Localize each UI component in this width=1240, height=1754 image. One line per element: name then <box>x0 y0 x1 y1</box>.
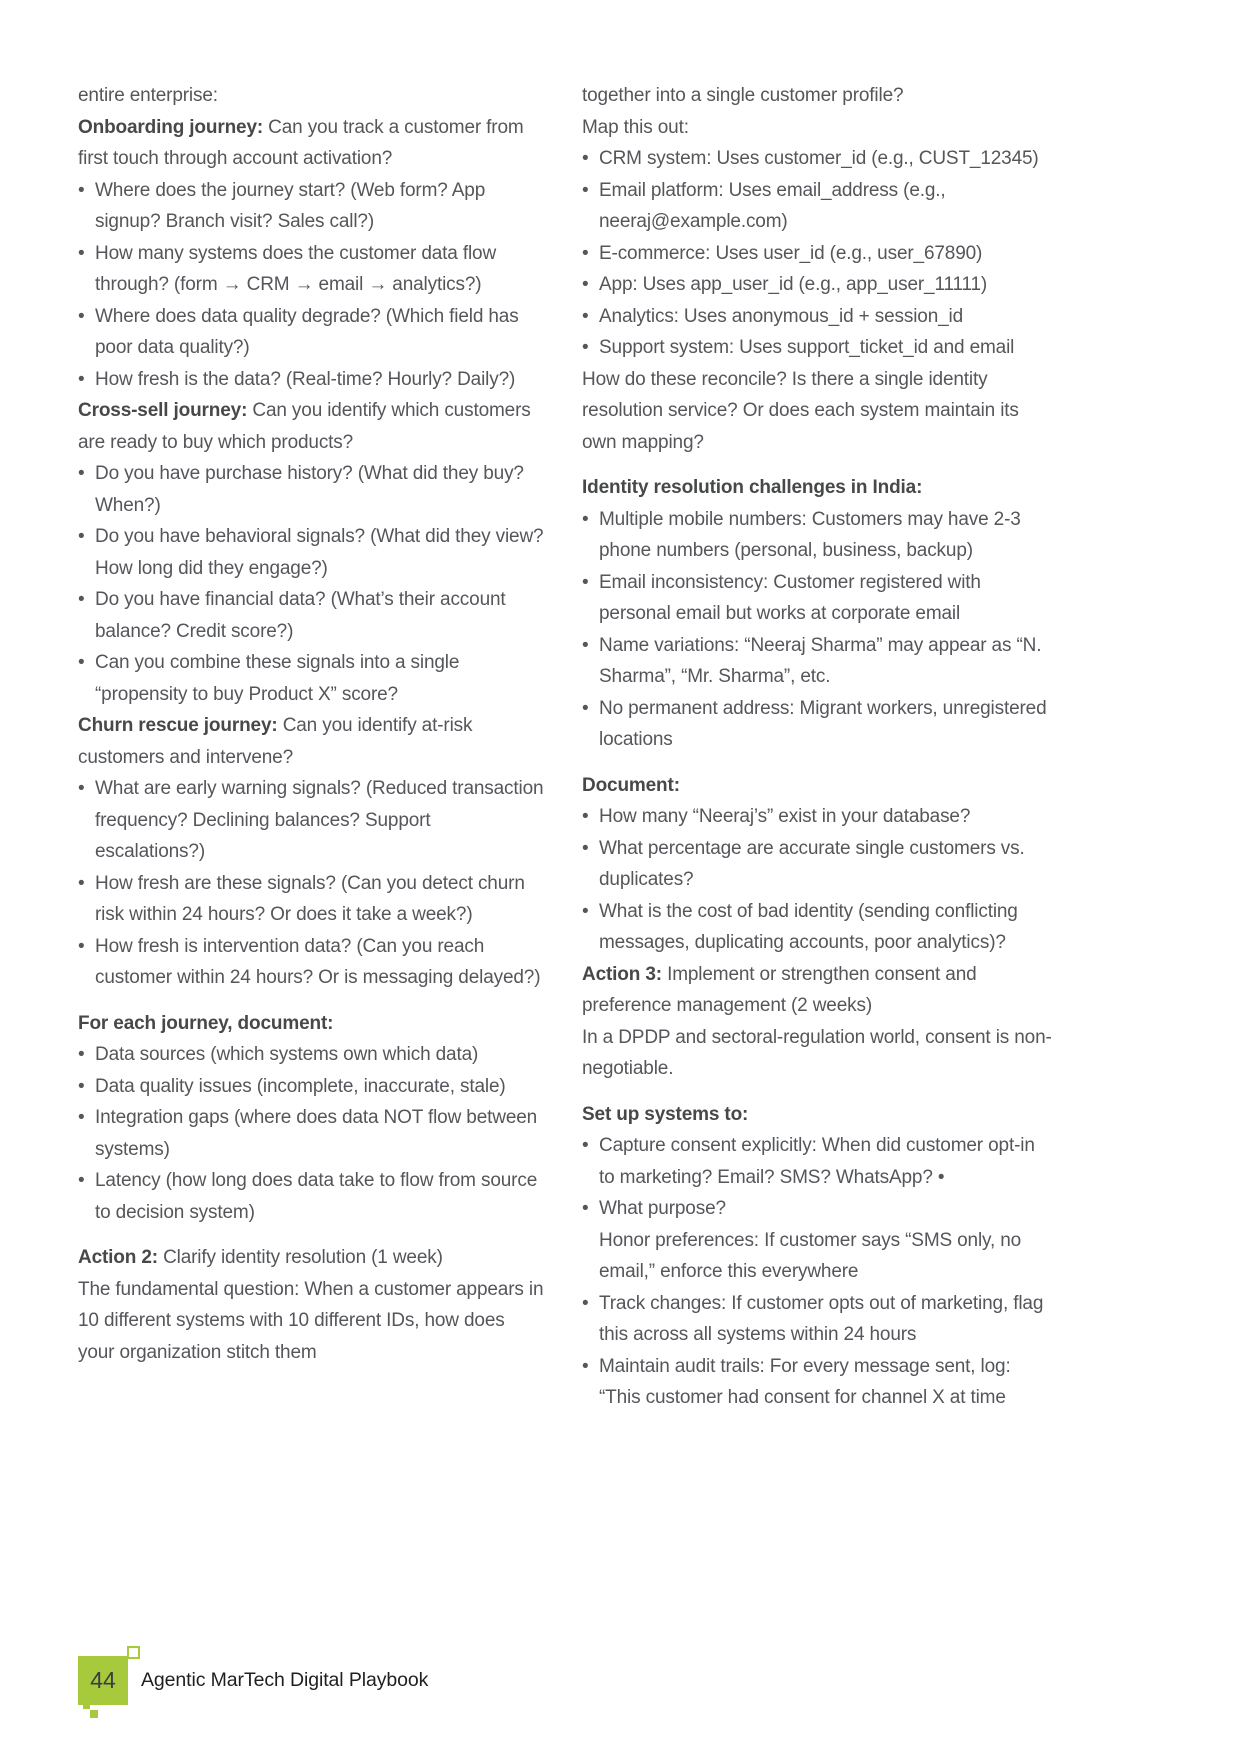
left-column <box>78 80 544 1414</box>
bullet-item: • No permanent address: Migrant workers, unregistered locations <box>582 693 1054 756</box>
section-heading: Document: <box>582 774 680 796</box>
bullet-list <box>78 773 544 994</box>
paragraph: Cross-sell journey: Can you identify which customers are ready to buy which products? <box>78 400 531 453</box>
paragraph: together into a single customer profile? <box>582 85 904 106</box>
bullet-list <box>582 143 1054 364</box>
paragraph: Action 2: Clarify identity resolution (1 week) <box>78 1247 443 1268</box>
bullet-item: • Do you have behavioral signals? (What did they view? How long did they engage?) <box>78 521 544 584</box>
bullet-item: • How fresh is the data? (Real-time? Hourly? Daily?) <box>78 364 544 396</box>
bullet-item: • What is the cost of bad identity (sending conflicting messages, duplicating accounts, poor analytics)? <box>582 896 1054 959</box>
paragraph: entire enterprise: <box>78 85 218 106</box>
bullet-item: • Multiple mobile numbers: Customers may have 2-3 phone numbers (personal, business, backup) <box>582 504 1054 567</box>
bullet-list <box>78 175 544 396</box>
bullet-list <box>582 801 1054 959</box>
bullet-item: • App: Uses app_user_id (e.g., app_user_11111) <box>582 269 1054 301</box>
bullet-item: • Email platform: Uses email_address (e.g., neeraj@example.com) <box>582 175 1054 238</box>
bullet-item: • Where does the journey start? (Web form? App signup? Branch visit? Sales call?) <box>78 175 544 238</box>
bullet-item: • Data sources (which systems own which data) <box>78 1039 544 1071</box>
decorative-outline-square-icon <box>127 1646 140 1659</box>
bullet-item: • What are early warning signals? (Reduced transaction frequency? Declining balances? Support escalations?) <box>78 773 544 868</box>
bullet-item: • Analytics: Uses anonymous_id + session_id <box>582 301 1054 333</box>
bullet-item: • Do you have financial data? (What’s their account balance? Credit score?) <box>78 584 544 647</box>
bullet-item: • Where does data quality degrade? (Which field has poor data quality?) <box>78 301 544 364</box>
page-number-badge <box>78 1656 128 1705</box>
bullet-list <box>78 1039 544 1228</box>
bullet-item: • Data quality issues (incomplete, inaccurate, stale) <box>78 1071 544 1103</box>
decorative-filled-square-icon <box>90 1710 98 1718</box>
bullet-item: • Capture consent explicitly: When did customer opt-in to marketing? Email? SMS? WhatsApp? • <box>582 1130 1054 1193</box>
bullet-item: • How many systems does the customer data flow through? (form → CRM → email → analytics?) <box>78 238 544 301</box>
paragraph: Onboarding journey: Can you track a customer from first touch through account activation? <box>78 116 524 169</box>
bullet-item: • Do you have purchase history? (What did they buy? When?) <box>78 458 544 521</box>
bullet-item: • How fresh are these signals? (Can you detect churn risk within 24 hours? Or does it take a week?) <box>78 868 544 931</box>
bullet-item: • Can you combine these signals into a single “propensity to buy Product X” score? <box>78 647 544 710</box>
bullet-list <box>582 1130 1054 1414</box>
bullet-item: • Track changes: If customer opts out of marketing, flag this across all systems within 24 hours <box>582 1288 1054 1351</box>
bullet-list <box>78 458 544 710</box>
right-column <box>582 80 1054 1414</box>
book-title: Agentic MarTech Digital Playbook <box>141 1669 429 1691</box>
bullet-item: • Name variations: “Neeraj Sharma” may appear as “N. Sharma”, “Mr. Sharma”, etc. <box>582 630 1054 693</box>
bullet-list <box>582 504 1054 756</box>
bullet-item: • How fresh is intervention data? (Can you reach customer within 24 hours? Or is messaging delayed?) <box>78 931 544 994</box>
page-footer <box>78 1656 428 1705</box>
bullet-item: • Integration gaps (where does data NOT flow between systems) <box>78 1102 544 1165</box>
decorative-filled-square-icon <box>83 1702 90 1709</box>
paragraph: Map this out: <box>582 116 689 138</box>
paragraph: How do these reconcile? Is there a single identity resolution service? Or does each system maintain its own mapping? <box>582 368 1019 453</box>
paragraph: Action 3: Implement or strengthen consent and preference management (2 weeks) <box>582 963 977 1016</box>
bullet-item: • What purpose? Honor preferences: If customer says “SMS only, no email,” enforce this everywhere <box>582 1193 1054 1288</box>
section-heading: For each journey, document: <box>78 1012 334 1034</box>
paragraph: The fundamental question: When a customer appears in 10 different systems with 10 different IDs, how does your organization stitch them <box>78 1278 544 1363</box>
two-column-text-body <box>78 80 1054 1414</box>
bullet-item: • Support system: Uses support_ticket_id and email <box>582 332 1054 364</box>
bullet-item: • Maintain audit trails: For every message sent, log: “This customer had consent for channel X at time <box>582 1351 1054 1414</box>
section-heading: Set up systems to: <box>582 1103 749 1125</box>
bullet-item: • What percentage are accurate single customers vs. duplicates? <box>582 833 1054 896</box>
bullet-item: • How many “Neeraj’s” exist in your database? <box>582 801 1054 833</box>
section-heading: Identity resolution challenges in India: <box>582 477 923 498</box>
page-number: 44 <box>78 1656 128 1705</box>
bullet-item: • E-commerce: Uses user_id (e.g., user_67890) <box>582 238 1054 270</box>
bullet-item: • Email inconsistency: Customer registered with personal email but works at corporate email <box>582 567 1054 630</box>
bullet-item: • Latency (how long does data take to flow from source to decision system) <box>78 1165 544 1228</box>
paragraph: Churn rescue journey: Can you identify at-risk customers and intervene? <box>78 715 473 768</box>
bullet-item: • CRM system: Uses customer_id (e.g., CUST_12345) <box>582 143 1054 175</box>
paragraph: In a DPDP and sectoral-regulation world, consent is non-negotiable. <box>582 1026 1052 1079</box>
